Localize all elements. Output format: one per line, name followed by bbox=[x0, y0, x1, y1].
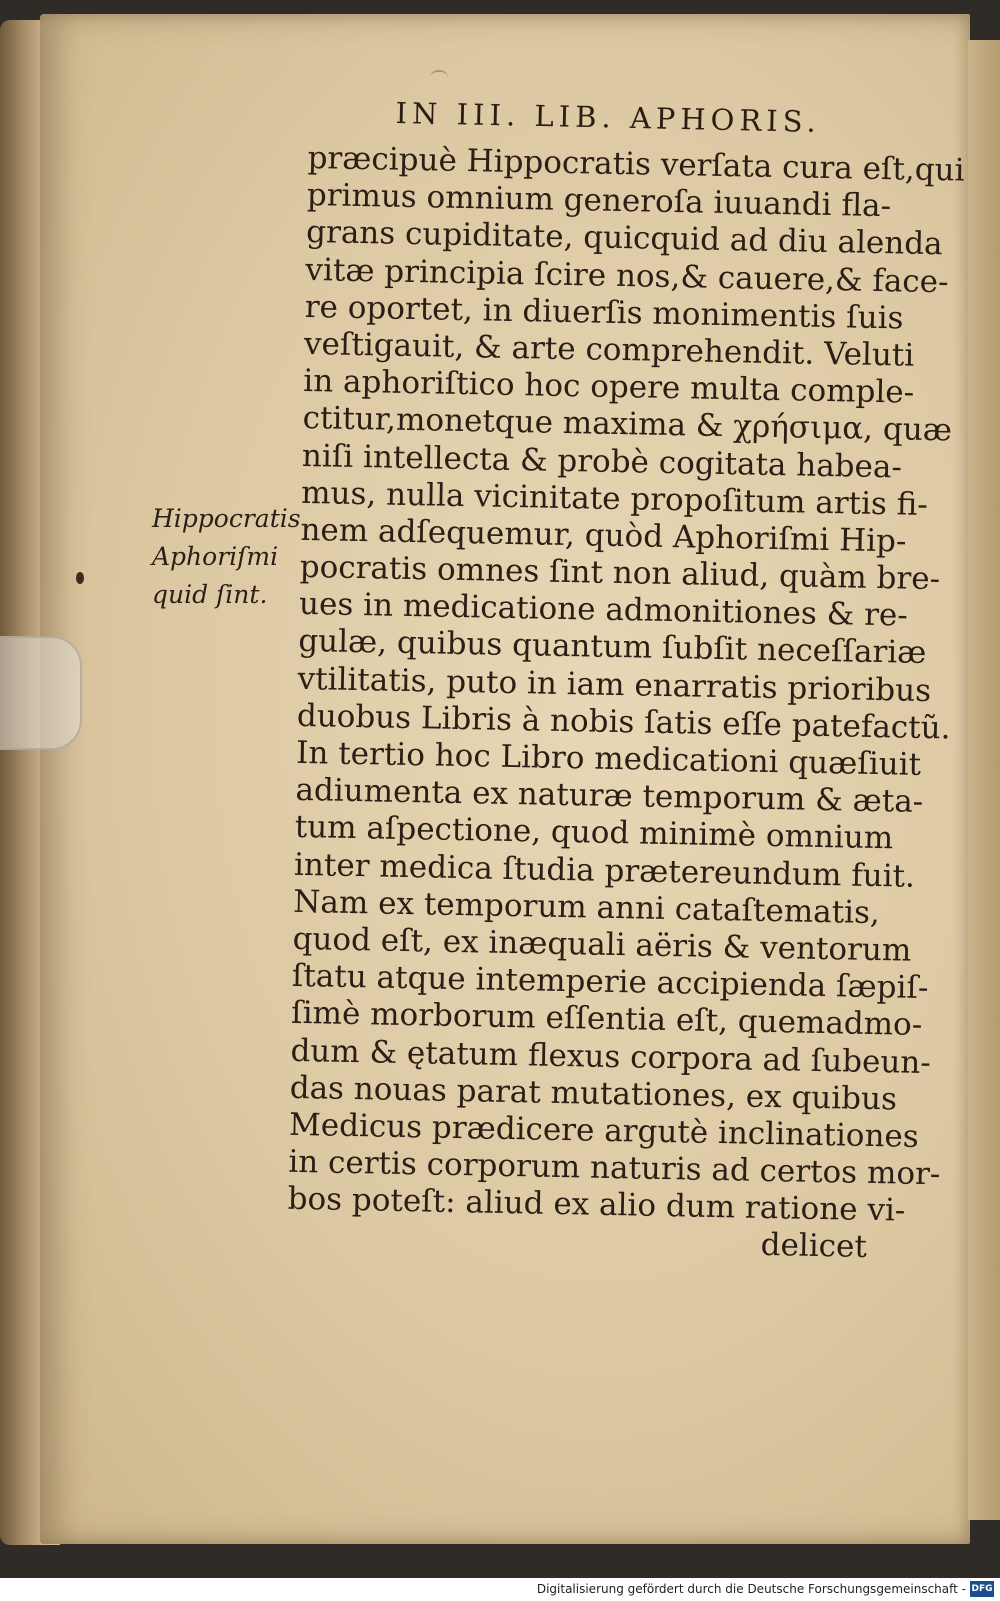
text-line: ues in medicatione admonitiones & re- bbox=[298, 586, 909, 634]
ink-blot bbox=[76, 572, 84, 584]
body-text bbox=[287, 140, 965, 1267]
footer-credit: Digitalisierung gefördert durch die Deutsche Forschungsgemeinschaft - bbox=[536, 1582, 966, 1596]
text-line: pocratis omnes ſint non aliud, quàm bre- bbox=[299, 548, 941, 598]
text-line: præcipuè Hippocratis verſata cura eſt,qui bbox=[307, 140, 965, 189]
text-line: quod eſt, ex inæquali aëris & ventorum bbox=[292, 920, 912, 969]
text-line: ſtatu atque intemperie accipienda ſæpiſ- bbox=[291, 957, 929, 1007]
page-clip bbox=[0, 636, 82, 750]
text-line: In tertio hoc Libro medicationi quæſiuit bbox=[295, 734, 922, 783]
page-mark bbox=[430, 70, 448, 78]
text-line: veſtigauit, & arte comprehendit. Veluti bbox=[303, 325, 915, 374]
text-line: primus omnium generoſa iuuandi fla- bbox=[306, 177, 892, 225]
dfg-logo: DFG bbox=[970, 1581, 994, 1597]
text-line: adiumenta ex naturæ temporum & æta- bbox=[295, 772, 924, 821]
text-line: Nam ex temporum anni cataſtematis, bbox=[293, 883, 881, 931]
text-line: re oportet, in diuerſis monimentis ſuis bbox=[304, 288, 904, 337]
text-line: vitæ principia ſcire nos,& cauere,& face- bbox=[305, 251, 949, 300]
facing-page-edge bbox=[968, 40, 1000, 1520]
text-line: grans cupiditate, quicquid ad diu alenda bbox=[305, 214, 943, 263]
footer-bar bbox=[0, 1578, 1000, 1601]
text-line: niſi intellecta & probè cogitata habea- bbox=[301, 437, 903, 485]
marginal-note bbox=[152, 500, 302, 614]
text-line: mus, nulla vicinitate propoſitum artis fi- bbox=[300, 474, 929, 523]
marginal-note-line: Aphoriſmi bbox=[152, 542, 279, 571]
text-line: vtilitatis, puto in iam enarratis prioribus bbox=[297, 660, 932, 709]
text-line: in certis corporum naturis ad certos mor- bbox=[288, 1143, 941, 1193]
text-line: nem adſequemur, quòd Aphoriſmi Hip- bbox=[300, 511, 907, 560]
text-line: inter medica ſtudia prætereundum fuit. bbox=[293, 846, 916, 895]
text-line: ctitur,monetque maxima & χρήσιμα, quæ bbox=[302, 400, 953, 449]
text-line: in aphoriſtico hoc opere multa comple- bbox=[303, 363, 915, 411]
catchword: delicet bbox=[760, 1227, 868, 1266]
text-line: duobus Libris à nobis ſatis eſſe patefactũ. bbox=[296, 697, 951, 747]
text-line: gulæ, quibus quantum ſubſit neceſſariæ bbox=[298, 623, 927, 672]
text-line: dum & ętatum flexus corpora ad ſubeun- bbox=[290, 1032, 932, 1081]
text-line: tum aſpectione, quod minimè omnium bbox=[294, 809, 894, 857]
running-header: IN III. LIB. APHORIS. bbox=[395, 96, 822, 139]
marginal-note-line: quid ſint. bbox=[152, 580, 268, 609]
text-line: Medicus prædicere argutè inclinationes bbox=[288, 1106, 920, 1155]
marginal-note-line: Hippocratis bbox=[152, 504, 301, 533]
text-line: bos poteſt: aliud ex alio dum ratione vi- bbox=[287, 1181, 906, 1229]
text-line: ſimè morborum eſſentia eſt, quemadmo- bbox=[290, 995, 923, 1044]
text-line: das nouas parat mutationes, ex quibus bbox=[289, 1069, 898, 1118]
